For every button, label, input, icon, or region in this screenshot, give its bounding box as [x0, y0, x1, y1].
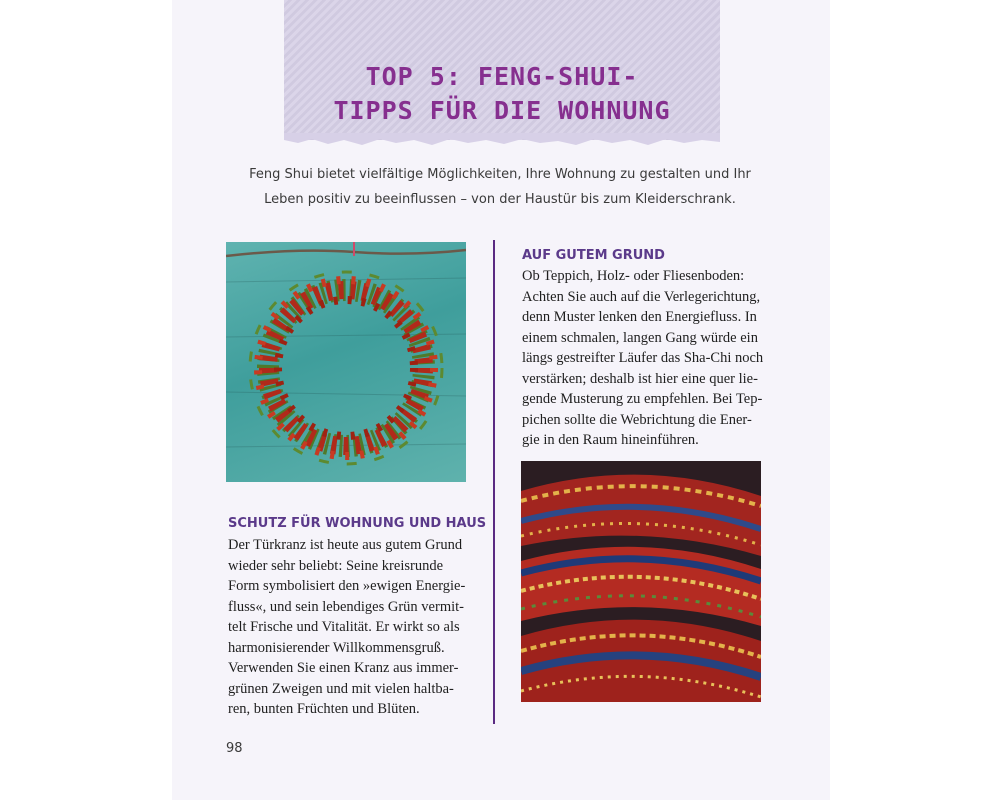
text-line: Form symbolisiert den »ewigen Energie- [228, 578, 466, 594]
text-line: denn Muster lenken den Energiefluss. In [522, 309, 757, 325]
intro-line-1: Feng Shui bietet vielfältige Möglichkeiten, Ihre Wohnung zu gestalten und Ihr [249, 167, 751, 182]
intro-line-2: Leben positiv zu beeinflussen – von der Haustür bis zum Kleiderschrank. [264, 192, 736, 207]
intro-paragraph [240, 162, 760, 212]
text-line: ren, bunten Früchten und Blüten. [228, 701, 420, 717]
title-line-2: TIPPS FÜR DIE WOHNUNG [333, 96, 671, 125]
text-line: Achten Sie auch auf die Verlegerichtung, [522, 288, 761, 305]
page-title [284, 60, 720, 128]
page-number: 98 [226, 741, 243, 756]
torn-paper-edge [284, 133, 720, 147]
text-line: grünen Zweigen und mit vielen haltba- [228, 680, 454, 697]
text-line: pichen sollte die Webrichtung die Ener- [522, 411, 752, 428]
wreath-photo [226, 242, 466, 482]
text-line: Verwenden Sie einen Kranz aus immer- [228, 660, 459, 676]
folded-rugs-image [521, 461, 761, 702]
text-line: fluss«, und sein lebendiges Grün vermit- [228, 598, 464, 615]
rosehip-wreath-image [226, 242, 466, 482]
text-line: harmonisierender Willkommensgruß. [228, 639, 445, 656]
text-line: wieder sehr beliebt: Seine kreisrunde [228, 557, 444, 574]
column-divider [493, 240, 495, 724]
section-heading-schutz: SCHUTZ FÜR WOHNUNG UND HAUS [228, 516, 487, 531]
text-line: Ob Teppich, Holz- oder Fliesenboden: [522, 268, 745, 284]
text-line: telt Frische und Vitalität. Er wirkt so als [228, 619, 460, 635]
section-heading-auf-gutem-grund: AUF GUTEM GRUND [522, 248, 665, 263]
rugs-photo [521, 461, 761, 702]
section-text-schutz [228, 535, 465, 720]
text-line: verstärken; deshalb ist hier eine quer lie- [522, 370, 758, 387]
text-line: gie in den Raum hineinführen. [522, 432, 699, 448]
text-line: gende Musterung zu empfehlen. Bei Tep- [522, 391, 763, 407]
text-line: einem schmalen, langen Gang würde ein [522, 329, 758, 346]
text-line: längs gestreifter Läufer das Sha-Chi noch [522, 350, 764, 366]
section-text-auf-gutem-grund [522, 266, 763, 451]
text-line: Der Türkranz ist heute aus gutem Grund [228, 537, 463, 553]
title-line-1: TOP 5: FENG-SHUI- [365, 62, 639, 91]
